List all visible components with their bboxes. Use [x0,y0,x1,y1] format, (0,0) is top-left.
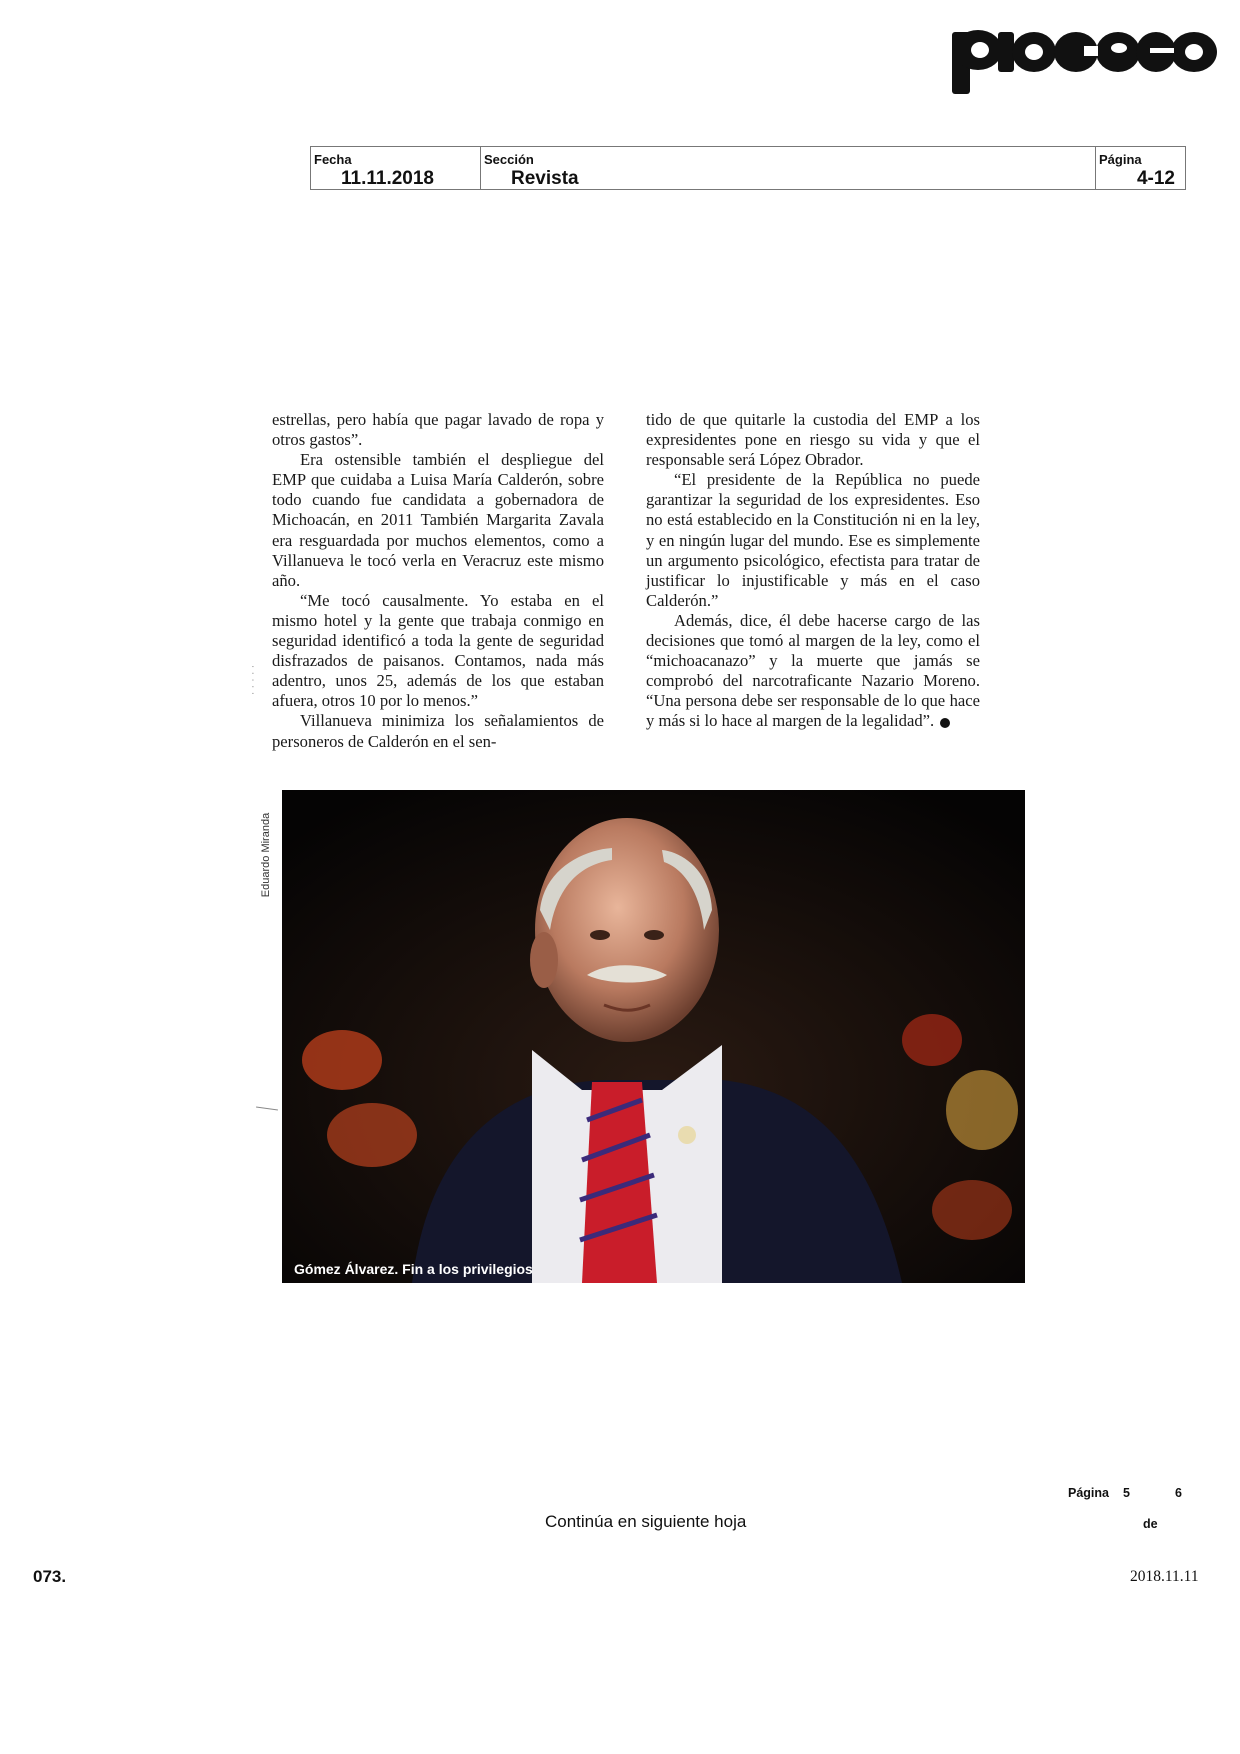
page-current: 5 [1123,1486,1130,1500]
pagina-value: 4-12 [1136,168,1175,189]
photo-credit [258,790,274,920]
continued-notice: Continúa en siguiente hoja [545,1512,747,1531]
fecha-value: 11.11.2018 [341,168,434,189]
proceso-logo [952,14,1218,94]
page-total: 6 [1175,1486,1182,1500]
fecha-cell [311,147,481,189]
photo-caption: Gómez Álvarez. Fin a los privilegios [294,1261,533,1277]
article-paragraph: tido de que quitarle la custodia del EMP a los expresidentes pone en riesgo su vida y que el responsable será López Obrador. [646,410,980,470]
portrait-illustration [282,790,1025,1283]
article-paragraph: Villanueva minimiza los señalamientos de personeros de Calderón en el sen- [272,711,604,751]
end-of-article-mark [940,718,950,728]
article-paragraph-text: Además, dice, él debe hacerse cargo de las decisiones que tomó al margen de la ley, como el “michoacanazo” y la muerte que jamás se comprobó del narcotraficante Nazario Moreno. “Una persona debe ser responsable de lo que hace y más si lo hace al margen de la legalidad”. [646,610,980,731]
article-paragraph: “El presidente de la República no puede garantizar la seguridad de los expresidentes. Eso no está establecido en la Constitución ni en la ley, y en ningún lugar del mundo. Ese es simplemente un argumento psicológico, efectista para tratar de justificar lo injustificable y más en el caso Calderón.” [646,470,980,610]
pagina-label: Página [1099,152,1142,167]
document-metadata-bar [310,146,1186,190]
document-id: 073. [33,1567,67,1586]
article-left-column [272,410,604,752]
seccion-label: Sección [484,152,534,167]
page-label: Página [1068,1486,1109,1500]
article-paragraph: “Me tocó causalmente. Yo estaba en el mismo hotel y la gente que trabaja conmigo en seguridad identificó a toda la gente de seguridad disfrazados de paisanos. Contamos, nada más adentro, unos 25, además de los que estaban afuera, otros 10 por lo menos.” [272,590,604,711]
seccion-value: Revista [511,168,579,189]
photo-credit-text: Eduardo Miranda [260,812,272,898]
scan-mark [256,1106,278,1110]
article-right-column [646,410,980,732]
article-photo [282,790,1025,1283]
pagina-cell [1096,147,1185,189]
seccion-cell [481,147,1096,189]
article-paragraph: Era ostensible también el despliegue del EMP que cuidaba a Luisa María Calderón, sobre todo cuando fue candidata a gobernadora de Michoacán, en 2011 También Margarita Zavala era resguardada por muchos elementos, como a Villanueva le tocó verla en Veracruz este mismo año. [272,450,604,590]
fecha-label: Fecha [314,152,352,167]
document-date: 2018.11.11 [1130,1568,1199,1585]
article-paragraph-final [646,611,980,732]
side-photo-credit-faint: · · · · · [247,664,259,696]
page-of-label: de [1143,1517,1158,1531]
article-paragraph: estrellas, pero había que pagar lavado de ropa y otros gastos”. [272,410,604,450]
